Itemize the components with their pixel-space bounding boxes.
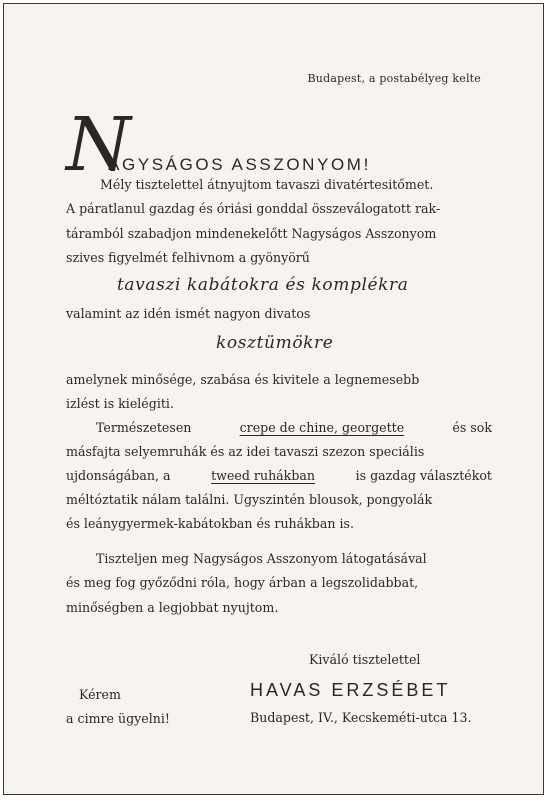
underlined-tweed: tweed ruhákban — [211, 468, 315, 483]
body-line — [96, 420, 492, 435]
body-line: másfajta selyemruhák és az idei tavaszi szezon speciális — [66, 444, 425, 459]
body-line: amelynek minősége, szabása és kivitele a legnemesebb — [66, 372, 420, 387]
body-line: táramból szabadjon mindenekelőtt Nagyságos Asszonyom — [66, 226, 437, 241]
decorative-initial: N — [66, 102, 131, 188]
body-line: Mély tisztelettel átnyujtom tavaszi divatértesitőmet. — [100, 177, 434, 192]
address: Budapest, IV., Kecskeméti-utca 13. — [250, 710, 472, 725]
text-segment: Természetesen — [96, 420, 192, 435]
letter-sheet — [3, 3, 544, 795]
dateline: Budapest, a postabélyeg kelte — [307, 72, 481, 85]
note-line: a cimre ügyelni! — [66, 711, 170, 726]
closing: Kiváló tisztelettel — [309, 652, 421, 667]
note-line: Kérem — [79, 687, 121, 702]
body-line: valamint az idén ismét nagyon divatos — [66, 306, 311, 321]
highlight-coats: tavaszi kabátokra és komplékra — [117, 275, 409, 295]
body-line: méltóztatik nálam találni. Ugyszintén blousok, pongyolák — [66, 492, 433, 507]
body-line: Tiszteljen meg Nagyságos Asszonyom látogatásával — [96, 551, 427, 566]
body-line: minőségben a legjobbat nyujtom. — [66, 600, 279, 615]
signature: HAVAS ERZSÉBET — [250, 680, 451, 700]
text-segment: is gazdag választékot — [355, 468, 492, 483]
text-segment: ujdonságában, a — [66, 468, 171, 483]
highlight-suits: kosztümökre — [216, 333, 334, 353]
body-line — [66, 468, 492, 483]
body-line: és leánygyermek-kabátokban és ruhákban is. — [66, 516, 354, 531]
text-segment: és sok — [452, 420, 492, 435]
salutation: AGYSÁGOS ASSZONYOM! — [108, 155, 371, 174]
body-line: szives figyelmét felhivnom a gyönyörű — [66, 250, 310, 265]
body-line: A páratlanul gazdag és óriási gonddal összeválogatott rak- — [66, 201, 441, 216]
body-line: és meg fog győződni róla, hogy árban a legszolidabbat, — [66, 575, 419, 590]
body-line: izlést is kielégiti. — [66, 396, 174, 411]
underlined-fabrics: crepe de chine, georgette — [239, 420, 405, 435]
